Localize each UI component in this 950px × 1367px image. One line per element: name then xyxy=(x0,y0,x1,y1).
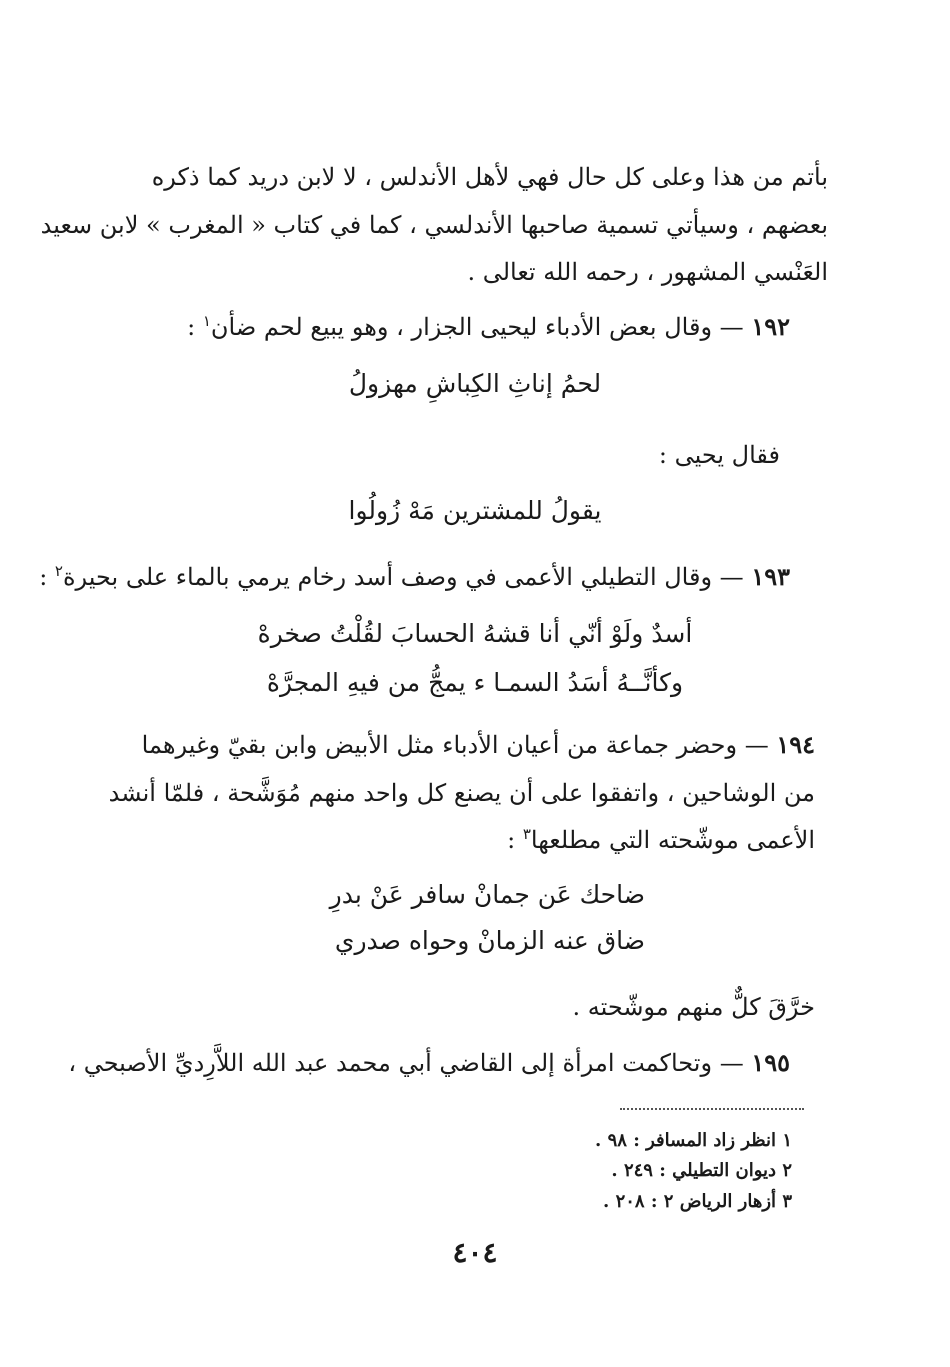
footnote-number: ٢ xyxy=(782,1160,792,1181)
verse-line: لحمُ إناثِ الكِباشِ مهزولُ xyxy=(348,369,602,398)
footnote-text: ديوان التطيلي : ٢٤٩ . xyxy=(611,1160,777,1181)
paragraph-line: من الوشاحين ، واتفقوا على أن يصنع كل واحد منهم مُوَشَّحة ، فلمّا أنشد xyxy=(108,779,815,807)
section-text: — وتحاكمت امرأة إلى القاضي أبي محمد عبد الله اللاَّرِديِّ الأصبحي ، xyxy=(68,1049,744,1077)
poem-row: ضاق عنه الزمانْ وحواه صدري xyxy=(334,926,645,955)
section-text: — وحضر جماعة من أعيان الأدباء مثل الأبيض وابن بقيّ وغيرهما xyxy=(141,731,769,759)
footnote-text: انظر زاد المسافر : ٩٨ . xyxy=(595,1130,777,1151)
page-number: ٤٠٤ xyxy=(452,1236,498,1269)
poem-row: وكأنَّــهُ أسَدُ السمـا ء يمجُّ من فيهِ المجرَّهْ xyxy=(266,668,684,697)
paragraph-line xyxy=(507,823,815,857)
section-text: — وقال التطيلي الأعمى في وصف أسد رخام يرمي بالماء على بحيرة xyxy=(62,563,744,591)
section-text: — وقال بعض الأدباء ليحيى الجزار ، وهو يبيع لحم ضأن xyxy=(210,313,744,341)
footnote-number: ١ xyxy=(782,1130,792,1151)
section-194-line xyxy=(142,728,815,762)
footnote-1 xyxy=(595,1128,792,1154)
footnote-number: ٣ xyxy=(782,1191,792,1212)
poem-row: أسدٌ ولَوْ أنّي أنا قشهُ الحسابَ لقُلْتُ صخرهْ xyxy=(257,619,693,648)
section-number: ١٩٥ xyxy=(751,1048,790,1077)
section-192 xyxy=(187,310,790,344)
footnote-text: أزهار الرياض ٢ : ٢٠٨ . xyxy=(603,1191,777,1212)
section-number: ١٩٣ xyxy=(751,562,790,591)
paragraph-line: العَنْسي المشهور ، رحمه الله تعالى . xyxy=(467,258,828,286)
footnote-ref: ١ xyxy=(202,312,211,330)
paragraph-line: بأتم من هذا وعلى كل حال فهي لأهل الأندلس ، لا لابن دريد كما ذكره xyxy=(151,163,828,191)
closing-line: خرَّقَ كلٌّ منهم موشّحته . xyxy=(572,993,815,1021)
footnote-ref: ٣ xyxy=(522,825,531,843)
section-number: ١٩٤ xyxy=(776,730,815,759)
footnote-3 xyxy=(603,1189,792,1215)
section-colon: : xyxy=(39,563,55,591)
poem-row: ضاحك عَن جمانْ سافر عَنْ بدرِ xyxy=(329,880,645,909)
reply-intro: فقال يحيى : xyxy=(658,441,780,469)
section-193 xyxy=(39,560,790,594)
section-number: ١٩٢ xyxy=(751,312,790,341)
paragraph-line: بعضهم ، وسيأتي تسمية صاحبها الأندلسي ، كما في كتاب « المغرب » لابن سعيد xyxy=(40,211,828,239)
section-colon: : xyxy=(507,826,523,854)
section-colon: : xyxy=(187,313,203,341)
section-195 xyxy=(68,1046,790,1080)
footnote-ref: ٢ xyxy=(54,562,63,580)
verse-line: يقولُ للمشترين مَهْ زُولُوا xyxy=(348,496,602,525)
footnote-2 xyxy=(611,1158,792,1184)
section-text: الأعمى موشّحته التي مطلعها xyxy=(530,826,815,854)
footnote-divider xyxy=(620,1108,804,1110)
